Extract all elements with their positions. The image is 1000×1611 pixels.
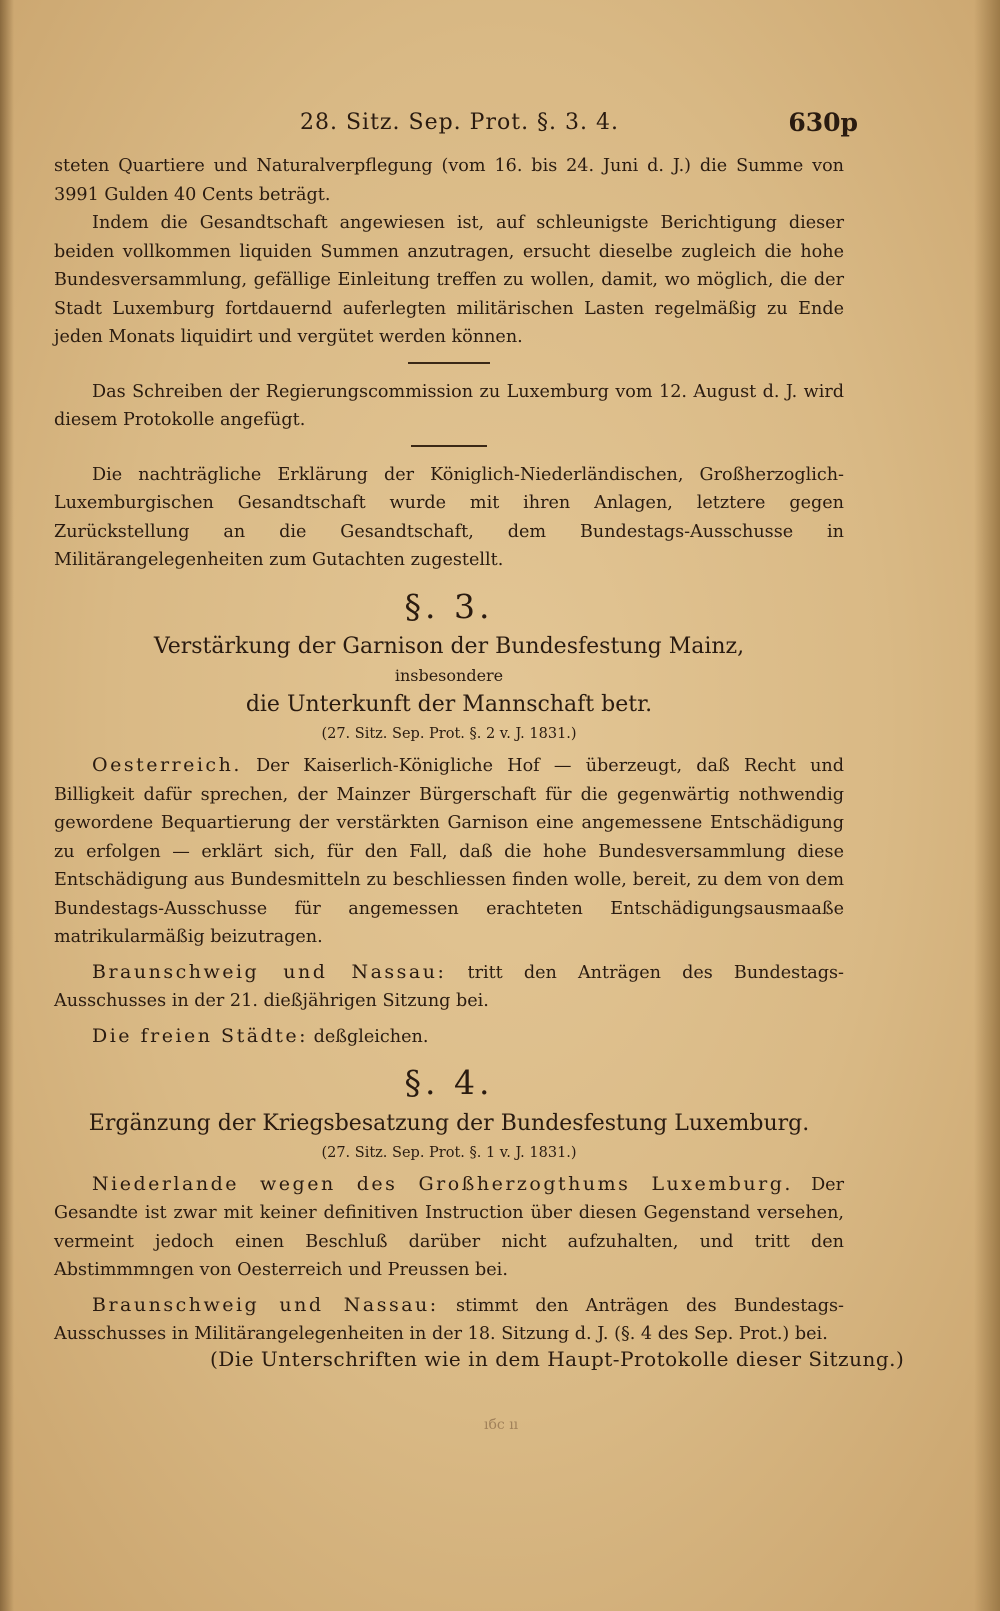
vote-paragraph bbox=[54, 1170, 844, 1285]
page-edge-left bbox=[0, 0, 14, 1611]
resolution-paragraph: Die nachträgliche Erklärung der Königlich-Niederländischen, Großherzoglich-Luxemburgischen Gesandtschaft wurde mit ihren Anlagen, letztere gegen Zurückstellung an die Gesandtschaft, dem Bundestags-Ausschusse in Militärangelegenheiten zum Gutachten zugestellt. bbox=[54, 464, 844, 570]
vote-text: Der Kaiserlich-Königliche Hof — überzeugt, daß Recht und Billigkeit dafür sprechen, der Mainzer Bürgerschaft für die gegenwärtig nothwendig gewordene Bequartierung der verstärkten Garnison eine angemessene Entschädigung zu erfolgen — erklärt sich, für den Fall, daß die hohe Bundesversammlung diese Entschädigung aus Bundesmitteln zu beschliessen finden wolle, bereit, zu dem von dem Bundestags-Ausschusse für angemessen erachteten Entschädigungsausmaaße matrikularmäßig beizutragen. bbox=[54, 756, 845, 947]
page-header bbox=[0, 110, 1000, 144]
running-head: 28. Sitz. Sep. Prot. §. 3. 4. bbox=[300, 110, 620, 135]
page-body bbox=[54, 152, 844, 1349]
vote-text: stimmt den Anträgen des Bundestags-Ausschusses in Militärangelegenheiten in der 18. Sitzung d. J. (§. 4 des Sep. Prot.) bei. bbox=[54, 1295, 844, 1344]
vote-text: deßgleichen. bbox=[313, 1026, 429, 1047]
vote-speaker: Die freien Städte: bbox=[92, 1024, 308, 1047]
signature-note: (Die Unterschriften wie in dem Haupt-Protokolle dieser Sitzung.) bbox=[210, 1347, 905, 1371]
section-3-title: Verstärkung der Garnison der Bundesfestung Mainz, bbox=[153, 634, 745, 659]
page-number: 630p bbox=[788, 108, 858, 137]
separator-rule bbox=[411, 445, 487, 447]
section-4-reference: (27. Sitz. Sep. Prot. §. 1 v. J. 1831.) bbox=[321, 1144, 577, 1161]
vote-speaker: Braunschweig und Nassau: bbox=[92, 960, 447, 983]
vote-text: tritt den Anträgen des Bundestags-Ausschusses in der 21. dießjährigen Sitzung bei. bbox=[54, 962, 844, 1011]
vote-speaker: Oesterreich. bbox=[92, 754, 242, 776]
vote-paragraph bbox=[54, 958, 844, 1016]
vote-speaker: Niederlande wegen des Großherzogthums Luxemburg. bbox=[92, 1172, 793, 1195]
section-4-mark: §. 4. bbox=[404, 1063, 494, 1102]
vote-speaker: Braunschweig und Nassau: bbox=[92, 1293, 439, 1316]
section-3-subtitle: die Unterkunft der Mannschaft betr. bbox=[245, 692, 653, 717]
vote-paragraph bbox=[54, 1022, 844, 1052]
section-3-title-connector: insbesondere bbox=[394, 666, 504, 685]
page-edge-right bbox=[974, 0, 1000, 1611]
vote-paragraph bbox=[54, 751, 844, 952]
section-4-title: Ergänzung der Kriegsbesatzung der Bundesfestung Luxemburg. bbox=[88, 1110, 810, 1136]
separator-rule bbox=[408, 362, 490, 364]
section-3-mark: §. 3. bbox=[404, 586, 494, 626]
section-3-reference: (27. Sitz. Sep. Prot. §. 2 v. J. 1831.) bbox=[321, 726, 577, 742]
continuation-paragraph: steten Quartiere und Naturalverpflegung (vom 16. bis 24. Juni d. J.) die Summe von 3991 Gulden 40 Cents beträgt. bbox=[54, 156, 844, 205]
request-paragraph: Indem die Gesandtschaft angewiesen ist, auf schleunigste Berichtigung dieser beiden vollkommen liquiden Summen anzutragen, ersucht dieselbe zugleich die hohe Bundesversammlung, gefällige Einleitung treffen zu wollen, damit, wo möglich, die der Stadt Luxemburg fortdauernd auferlegten militärischen Lasten regelmäßig zu Ende jeden Monats liquidirt und vergütet werden können. bbox=[54, 213, 844, 347]
vote-text: Der Gesandte ist zwar mit keiner definitiven Instruction über diesen Gegenstand versehen, vermeint jedoch einen Beschluß darüber nicht aufzuhalten, und tritt den Abstimmmngen von Oesterreich und Preussen bei. bbox=[54, 1174, 845, 1280]
vote-paragraph bbox=[54, 1291, 844, 1349]
faint-stamp: ıбc ıı bbox=[484, 1417, 519, 1433]
notice-paragraph: Das Schreiben der Regierungscommission zu Luxemburg vom 12. August d. J. wird diesem Protokolle angefügt. bbox=[54, 381, 844, 430]
